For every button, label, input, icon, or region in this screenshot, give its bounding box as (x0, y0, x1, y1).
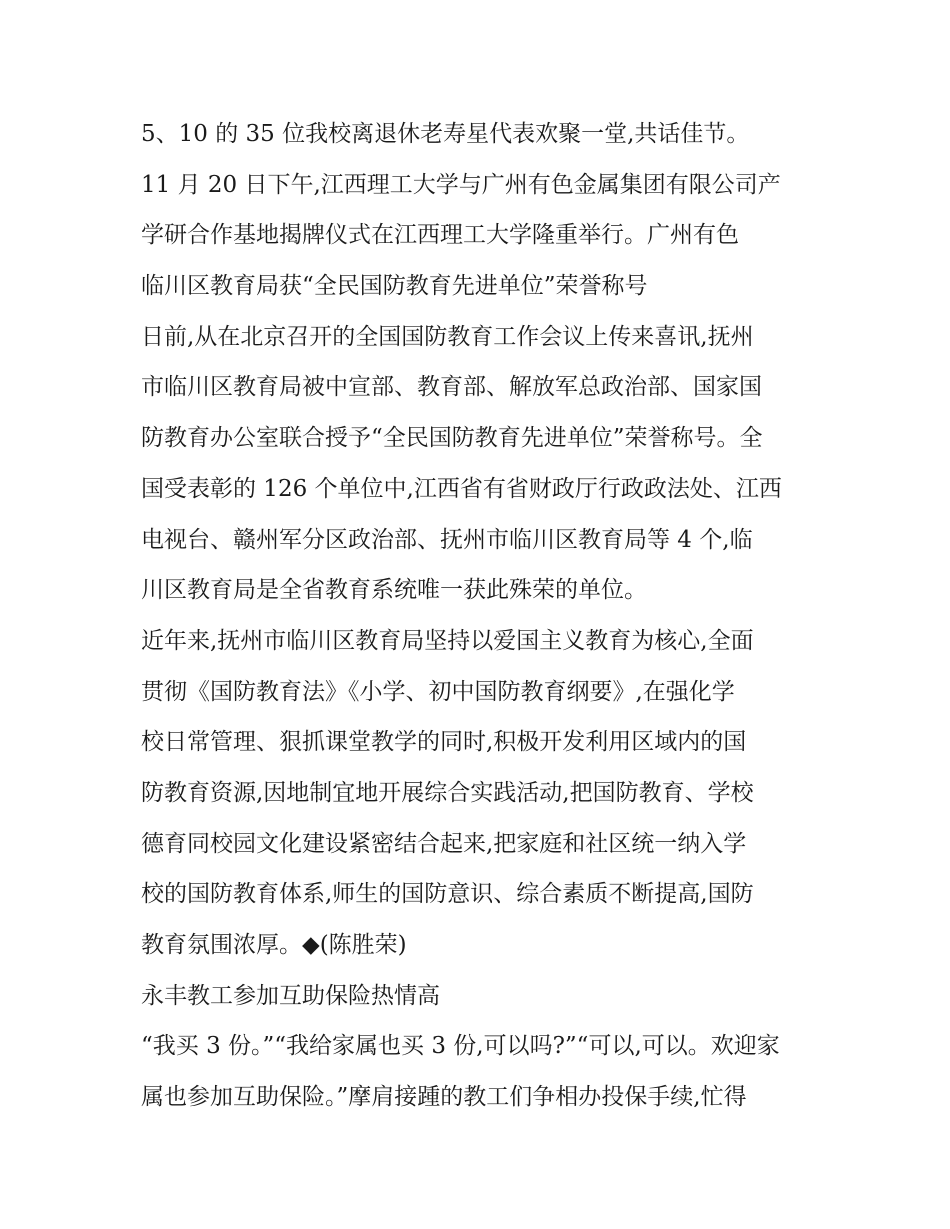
section-heading: 永丰教工参加互助保险热情高 (141, 982, 440, 1009)
text-line: 日前,从在北京召开的全国国防教育工作会议上传来喜讯,抚州 (141, 323, 754, 350)
text-line: 国受表彰的 126 个单位中,江西省有省财政厅行政政法处、江西 (141, 475, 782, 502)
text-line: 电视台、赣州军分区政治部、抚州市临川区教育局等 4 个,临 (141, 526, 753, 553)
text-line: 11 月 20 日下午,江西理工大学与广州有色金属集团有限公司产 (141, 171, 781, 198)
text-line: 学研合作基地揭牌仪式在江西理工大学隆重举行。广州有色 (141, 222, 739, 249)
document-body (141, 109, 821, 1123)
text-line: 德育同校园文化建设紧密结合起来,把家庭和社区统一纳入学 (141, 830, 747, 857)
text-line: 5、10 的 35 位我校离退休老寿星代表欢聚一堂,共话佳节。 (141, 121, 750, 147)
text-line: 教育氛围浓厚。◆(陈胜荣) (141, 932, 407, 958)
text-line: 贯彻《国防教育法》《小学、初中国防教育纲要》,在强化学 (141, 678, 735, 705)
text-line: 市临川区教育局被中宣部、教育部、解放军总政治部、国家国 (141, 374, 762, 401)
text-line: 属也参加互助保险。”摩肩接踵的教工们争相办投保手续,忙得 (141, 1084, 747, 1111)
text-line: 校的国防教育体系,师生的国防意识、综合素质不断提高,国防 (141, 881, 754, 908)
text-line: 防教育办公室联合授予“全民国防教育先进单位”荣誉称号。全 (141, 425, 763, 452)
text-line: 近年来,抚州市临川区教育局坚持以爱国主义教育为核心,全面 (141, 627, 754, 654)
section-heading: 临川区教育局获“全民国防教育先进单位”荣誉称号 (141, 273, 648, 300)
text-line: 校日常管理、狠抓课堂教学的同时,积极开发利用区域内的国 (141, 729, 747, 756)
text-line: 防教育资源,因地制宜地开展综合实践活动,把国防教育、学校 (141, 779, 754, 806)
text-line: 川区教育局是全省教育系统唯一获此殊荣的单位。 (141, 577, 647, 604)
text-line: “我买 3 份。”“我给家属也买 3 份,可以吗?”“可以,可以。欢迎家 (141, 1033, 780, 1060)
